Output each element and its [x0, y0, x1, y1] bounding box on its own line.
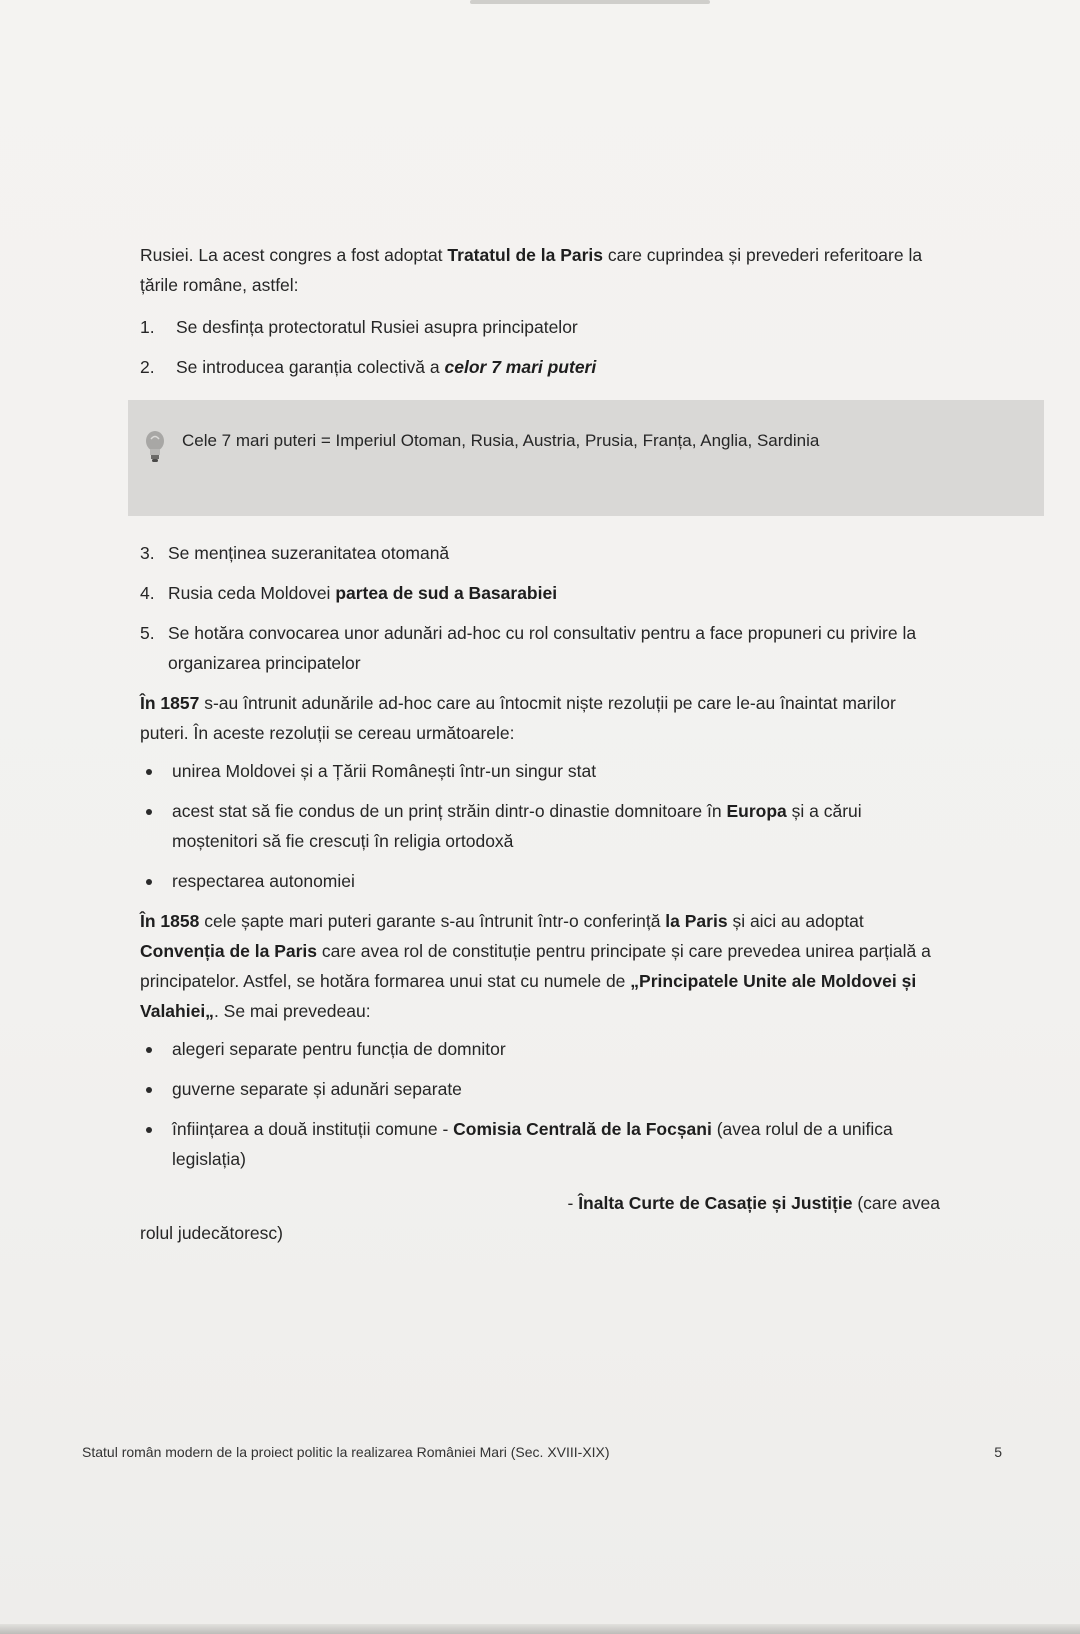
- list-item: 3. Se menținea suzeranitatea otomană: [140, 543, 450, 563]
- high-court-line-continued: rolul judecătoresc): [140, 1223, 283, 1243]
- callout-text: Cele 7 mari puteri = Imperiul Otoman, Rusia, Austria, Prusia, Franța, Anglia, Sardinia: [182, 431, 820, 450]
- list-item: 5. Se hotăra convocarea unor adunări ad-hoc cu rol consultativ pentru a face propuneri cu privire la organizarea principatelor: [140, 623, 917, 673]
- page-footer: [82, 1444, 1002, 1460]
- bullet-icon: [146, 769, 152, 775]
- list-item: înființarea a două instituții comune - Comisia Centrală de la Focșani (avea rolul de a unifica legislația): [140, 1114, 940, 1174]
- bullet-icon: [146, 1127, 152, 1133]
- high-court-line: - Înalta Curte de Casație și Justiție (care avea: [567, 1193, 940, 1213]
- bullet-icon: [146, 879, 152, 885]
- footer-title: Statul român modern de la proiect politic la realizarea României Mari (Sec. XVIII-XIX): [82, 1444, 610, 1460]
- treaty-provisions-list: [140, 312, 940, 382]
- intro-paragraph: Rusiei. La acest congres a fost adoptat Tratatul de la Paris care cuprindea și prevederi referitoare la țările române, astfel:: [140, 245, 923, 295]
- resolutions-list: [140, 756, 940, 896]
- list-item: guverne separate și adunări separate: [140, 1074, 940, 1104]
- document-content: [140, 240, 940, 1248]
- list-item: 2. Se introducea garanția colectivă a celor 7 mari puteri: [140, 357, 597, 377]
- page-number: 5: [994, 1444, 1002, 1460]
- list-item: 4. Rusia ceda Moldovei partea de sud a Basarabiei: [140, 583, 558, 603]
- list-item: acest stat să fie condus de un prinț străin dintr-o dinastie domnitoare în Europa și a cărui moștenitori să fie crescuți în religia ortodoxă: [140, 796, 940, 856]
- paragraph-1858: În 1858 cele șapte mari puteri garante s-au întrunit într-o conferință la Paris și aici au adoptat Convenția de la Paris care avea rol de constituție pentru principate și care prevedea unirea parțială a principatelor. Astfel, se hotăra formarea unui stat cu numele de „Principatele Unite ale Moldovei și Valahiei„. Se mai prevedeau:: [140, 911, 931, 1021]
- bullet-icon: [146, 1087, 152, 1093]
- page-bottom-edge: [0, 1624, 1080, 1634]
- paragraph-1857: În 1857 s-au întrunit adunările ad-hoc care au întocmit niște rezoluții pe care le-au înaintat marilor puteri. În aceste rezoluții se cereau următoarele:: [140, 693, 896, 743]
- list-item: alegeri separate pentru funcția de domnitor: [140, 1034, 940, 1064]
- treaty-name: Tratatul de la Paris: [447, 245, 604, 265]
- page-edge-shadow: [470, 0, 710, 4]
- convention-provisions-list: [140, 1034, 940, 1174]
- treaty-provisions-list-continued: [140, 538, 940, 678]
- list-item: unirea Moldovei și a Țării Românești într-un singur stat: [140, 756, 940, 786]
- info-callout: [128, 400, 1044, 516]
- lightbulb-icon: [144, 430, 166, 464]
- list-item: 1. Se desfința protectoratul Rusiei asupra principatelor: [140, 317, 578, 337]
- great-powers-emphasis: celor 7 mari puteri: [444, 357, 597, 377]
- bullet-icon: [146, 809, 152, 815]
- list-item: respectarea autonomiei: [140, 866, 940, 896]
- bullet-icon: [146, 1047, 152, 1053]
